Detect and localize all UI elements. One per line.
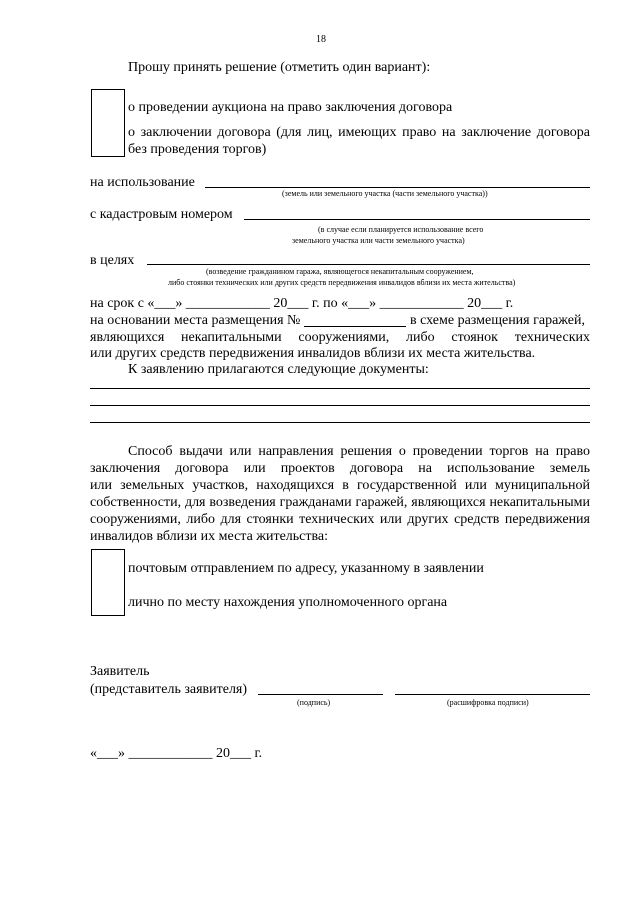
- attachments-line-2[interactable]: [90, 405, 590, 406]
- delivery-line6: инвалидов вблизи их места жительства:: [90, 529, 329, 544]
- cadastral-caption-line1: (в случае если планируется использование всего: [318, 225, 484, 234]
- signature-decode-caption: (расшифровка подписи): [447, 698, 529, 707]
- direct-contract-option-line1: о заключении договора (для лиц, имеющих право на заключение договора: [128, 125, 590, 140]
- cadastral-label: с кадастровым номером: [90, 207, 233, 222]
- direct-contract-option-line2: без проведения торгов): [128, 142, 267, 157]
- decision-intro: Прошу принять решение (отметить один вариант):: [128, 60, 431, 75]
- purpose-label: в целях: [90, 253, 135, 268]
- basis-line2: являющихся некапитальными сооружениями, либо стоянок технических: [90, 330, 590, 345]
- signature-field[interactable]: [258, 694, 383, 695]
- cadastral-field[interactable]: [244, 219, 590, 220]
- auction-option-label: о проведении аукциона на право заключения договора: [128, 100, 453, 115]
- basis-line1-left: на основании места размещения №: [90, 313, 301, 328]
- signature-decode-field[interactable]: [395, 694, 590, 695]
- attachments-intro: К заявлению прилагаются следующие документы:: [128, 362, 429, 377]
- page-number: 18: [316, 34, 326, 45]
- placement-number-field[interactable]: [304, 326, 406, 327]
- postal-delivery-checkbox[interactable]: [91, 549, 125, 584]
- usage-field[interactable]: [205, 187, 590, 188]
- applicant-representative-label: (представитель заявителя): [90, 682, 248, 697]
- delivery-line1: Способ выдачи или направления решения о проведении торгов на право: [128, 444, 590, 459]
- direct-contract-checkbox[interactable]: [91, 121, 125, 157]
- delivery-line4: собственности, для возведения гражданами гаражей, являющихся некапитальными: [90, 495, 590, 510]
- usage-label: на использование: [90, 175, 195, 190]
- usage-caption: (земель или земельного участка (части земельного участка)): [282, 189, 488, 198]
- term-line: на срок с «___» ____________ 20___ г. по «___» ____________ 20___ г.: [90, 296, 514, 311]
- date-line: «___» ____________ 20___ г.: [90, 746, 263, 761]
- attachments-line-1[interactable]: [90, 388, 590, 389]
- attachments-line-3[interactable]: [90, 422, 590, 423]
- signature-caption: (подпись): [297, 698, 331, 707]
- basis-line3: или других средств передвижения инвалидов вблизи их места жительства.: [90, 346, 536, 361]
- cadastral-caption-line2: земельного участка или части земельного участка): [292, 236, 465, 245]
- in-person-delivery-label: лично по месту нахождения уполномоченного органа: [128, 595, 448, 610]
- delivery-line3: или земельных участков, находящихся в государственной или муниципальной: [90, 478, 590, 493]
- purpose-field[interactable]: [147, 264, 590, 265]
- auction-checkbox[interactable]: [91, 89, 125, 123]
- purpose-caption-line2: либо стоянки технических или других средств передвижения инвалидов вблизи их места жительства): [168, 278, 516, 287]
- delivery-line2: заключения договора или проектов договора на использование земель: [90, 461, 590, 476]
- in-person-delivery-checkbox[interactable]: [91, 582, 125, 616]
- purpose-caption-line1: (возведение гражданином гаража, являющегося некапитальным сооружением,: [206, 267, 474, 276]
- delivery-line5: сооружениями, либо для стоянки технических или других средств передвижения: [90, 512, 590, 527]
- applicant-label: Заявитель: [90, 664, 150, 679]
- basis-line1-right: в схеме размещения гаражей,: [410, 313, 585, 328]
- postal-delivery-label: почтовым отправлением по адресу, указанному в заявлении: [128, 561, 484, 576]
